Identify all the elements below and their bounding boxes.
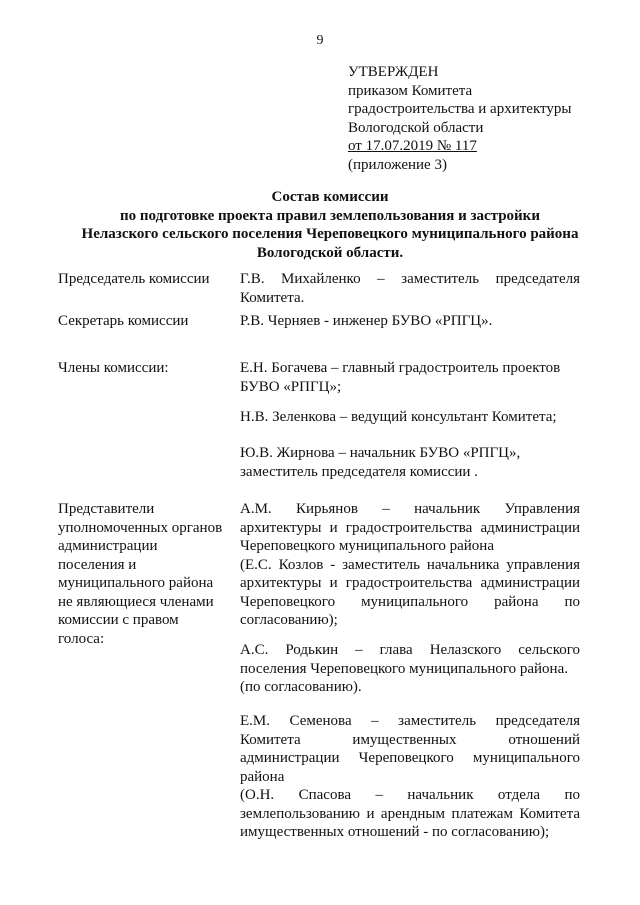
approval-stamp <box>348 63 571 174</box>
chairman-label: Председатель комиссии <box>58 271 210 287</box>
members-label: Члены комиссии: <box>58 360 169 376</box>
approval-order-date: от 17.07.2019 № 117 <box>348 138 477 154</box>
page-number: 9 <box>316 33 324 48</box>
member-entry: Н.В. Зеленкова – ведущий консультант Комитета; <box>240 409 557 425</box>
chairman-entry: Г.В. Михайленко – заместитель председателя Комитета. <box>240 271 580 306</box>
member-entry: Ю.В. Жирнова – начальник БУВО «РПГЦ», заместитель председателя комиссии . <box>240 445 521 480</box>
approval-line: приказом Комитета <box>348 82 473 99</box>
title-line: Состав комиссии <box>271 189 389 205</box>
title-line: по подготовке проекта правил землепользования и застройки <box>120 207 540 224</box>
member-entry: Е.Н. Богачева – главный градостроитель проектов БУВО «РПГЦ»; <box>240 360 561 395</box>
title-line: Нелазского сельского поселения Череповецкого муниципального района <box>81 226 579 242</box>
document-title <box>40 188 620 262</box>
secretary-label: Секретарь комиссии <box>58 313 189 329</box>
approval-line: Вологодской области <box>348 119 484 136</box>
title-line: Вологодской области. <box>256 244 404 261</box>
representative-entry: А.С. Родькин – глава Нелазского сельского поселения Череповецкого муниципального района. (по согласованию). <box>240 642 580 695</box>
approval-line: градостроительства и архитектуры <box>348 101 572 117</box>
representative-entry: А.М. Кирьянов – начальник Управления архитектуры и градостроительства администрации Череповецкого муниципального района (Е.С. Козлов - заместитель начальника управления архитектуры и градостроительства администрации Череповецкого муниципального района по согласованию); <box>240 501 580 628</box>
secretary-entry: Р.В. Черняев - инженер БУВО «РПГЦ». <box>240 313 493 329</box>
representative-entry: Е.М. Семенова – заместитель председателя Комитета имущественных отношений администрации Череповецкого муниципального района (О.Н. Спасова – начальник отдела по землепользованию и арендным платежам Комитета имущественных отношений - по согласованию); <box>240 713 580 840</box>
approval-line: УТВЕРЖДЕН <box>348 64 439 80</box>
representatives-label: Представители уполномоченных органов администрации поселения и муниципального района не являющиеся членами комиссии с правом голоса: <box>58 501 223 647</box>
approval-line: (приложение 3) <box>348 156 447 173</box>
